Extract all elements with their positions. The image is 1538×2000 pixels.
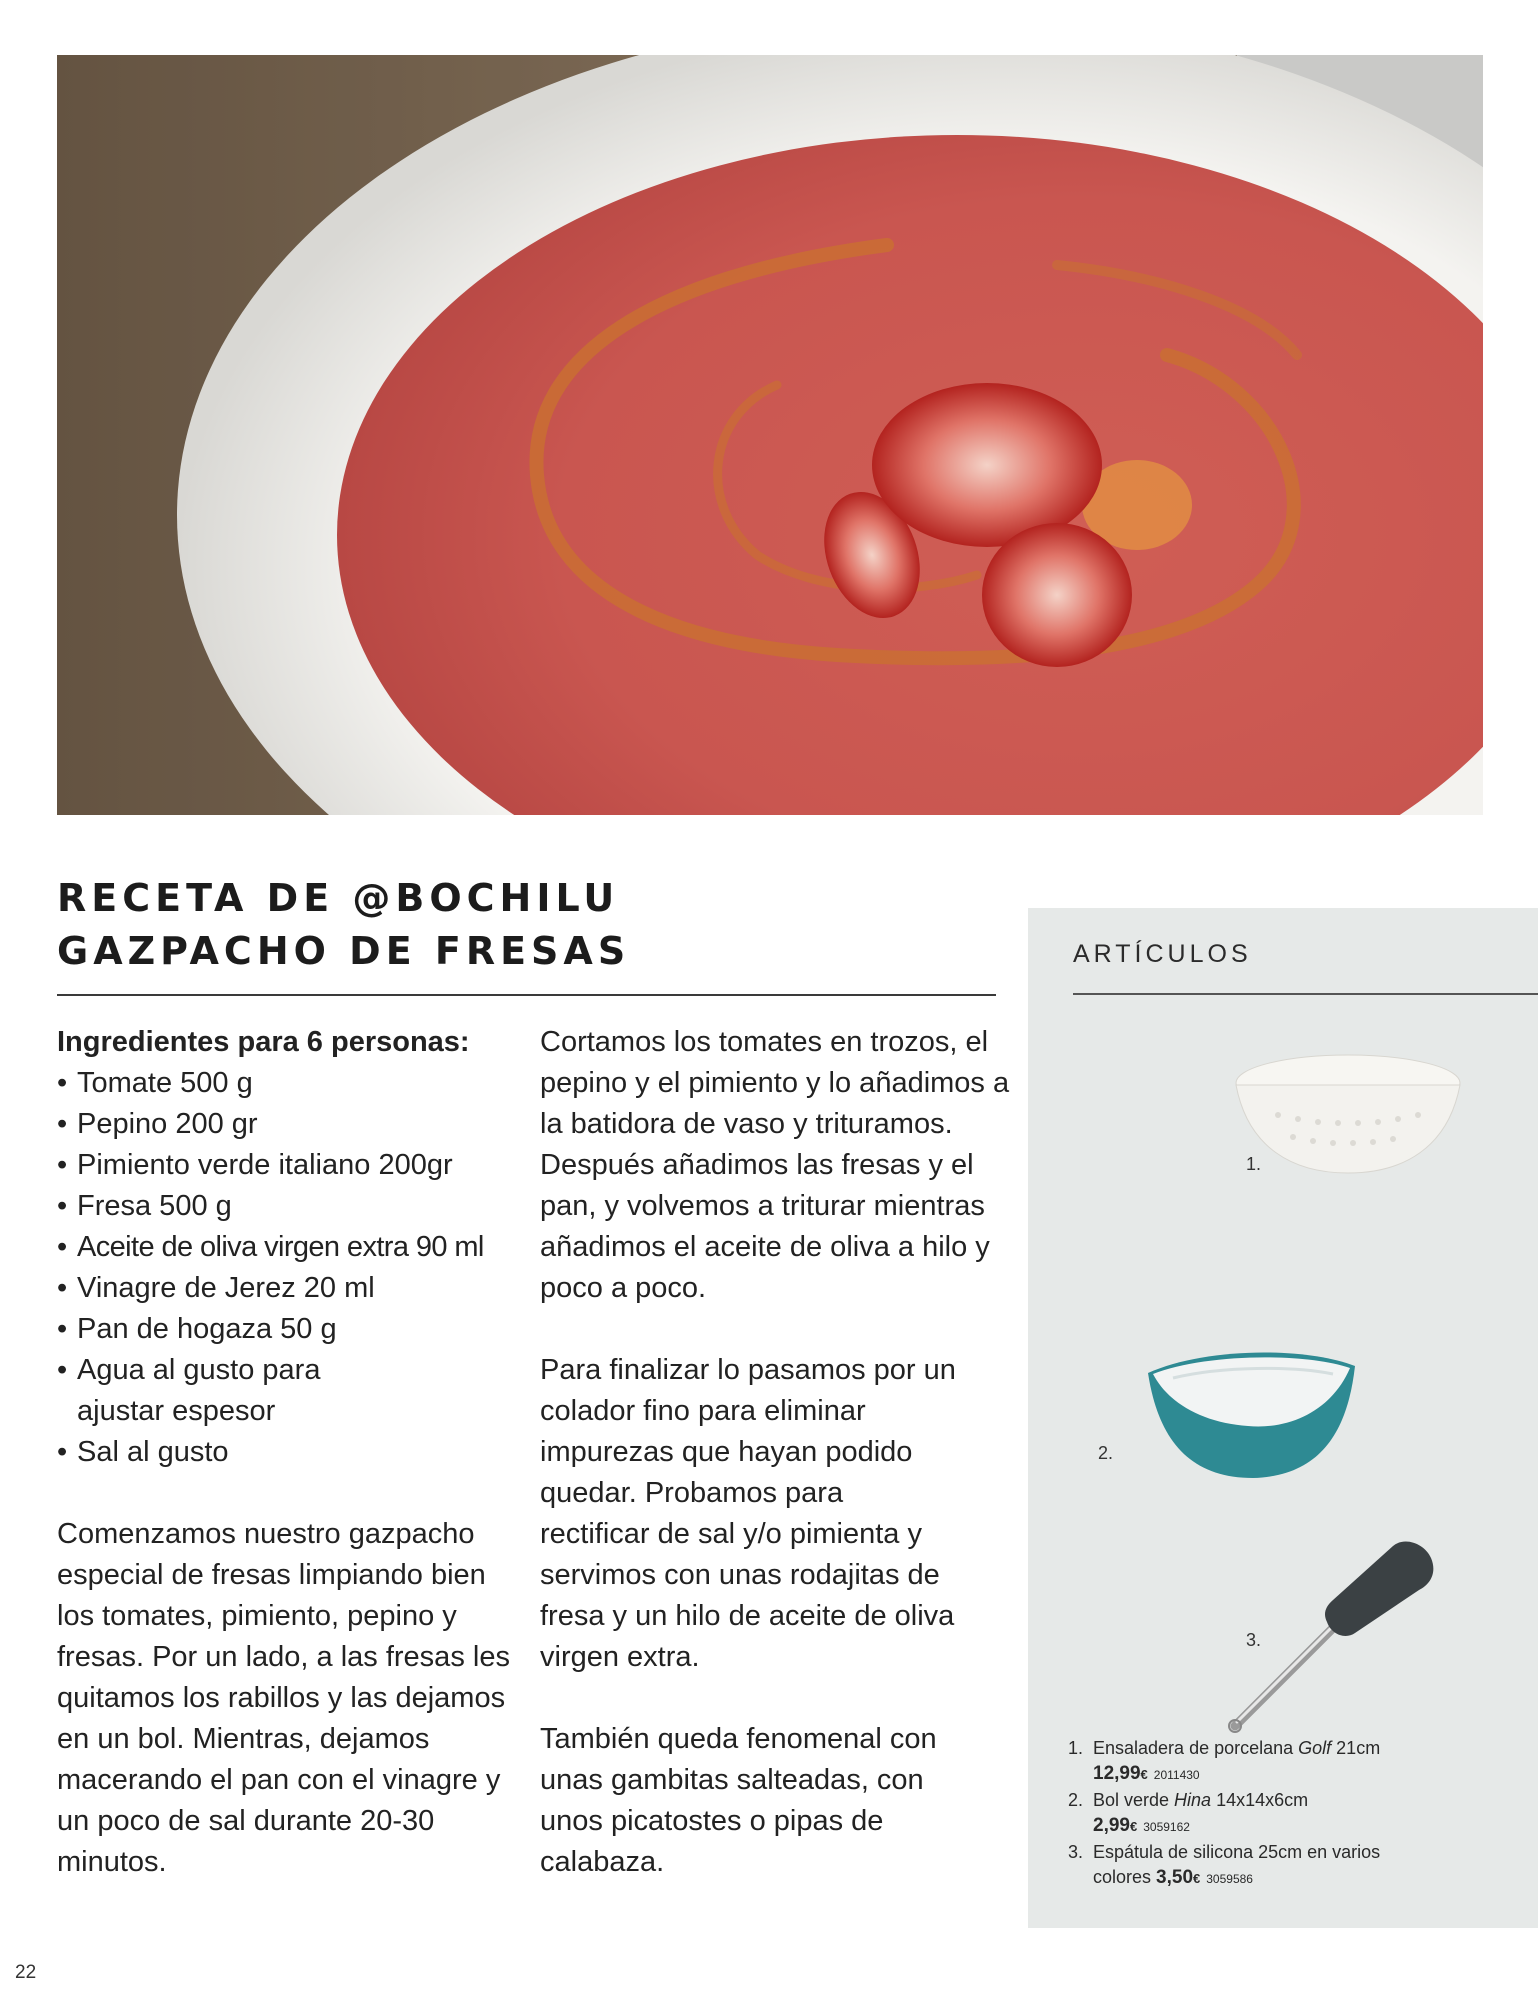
page-number: 22 xyxy=(15,1962,37,1983)
hero-photo xyxy=(57,55,1483,815)
list-item: • Agua al gusto para ajustar espesor xyxy=(57,1350,347,1432)
articles-divider xyxy=(1073,993,1538,995)
legend-item-2: 2. Bol verde Hina 14x14x6cm xyxy=(1068,1790,1309,1810)
step-paragraph-2: Cortamos los tomates en trozos, el pepino y el pimiento y lo añadimos a la batidora de vaso y trituramos. Después añadimos las fresas y el pan, y volvemos a triturar mientras añadimos el aceite de oliva a hilo y poco a poco. xyxy=(540,1026,1010,1304)
title-line-dish: GAZPACHO DE FRESAS xyxy=(57,929,631,973)
legend-price-2: 2,99€ 3059162 xyxy=(1093,1815,1190,1836)
steps-column xyxy=(540,1022,1010,1883)
product-image-hina-bowl xyxy=(1143,1338,1363,1488)
legend-price-3: colores 3,50€ 3059586 xyxy=(1093,1867,1253,1888)
list-item: • Sal al gusto xyxy=(57,1432,517,1473)
ingredients-heading: Ingredientes para 6 personas: xyxy=(57,1026,470,1058)
legend-item-1: 1. Ensaladera de porcelana Golf 21cm xyxy=(1068,1738,1381,1758)
recipe-title xyxy=(57,872,997,978)
articles-panel xyxy=(1028,908,1538,1928)
list-item: • Pan de hogaza 50 g xyxy=(57,1309,517,1350)
ingredients-list xyxy=(57,1063,517,1473)
list-item: • Fresa 500 g xyxy=(57,1186,517,1227)
list-item: • Pepino 200 gr xyxy=(57,1104,517,1145)
title-divider xyxy=(57,994,996,996)
articles-legend xyxy=(1068,1736,1488,1892)
list-item: • Pimiento verde italiano 200gr xyxy=(57,1145,517,1186)
product-number-1: 1. xyxy=(1246,1154,1262,1174)
legend-item-3: 3. Espátula de silicona 25cm en varios xyxy=(1068,1842,1381,1862)
gazpacho-bowl-image xyxy=(57,55,1483,815)
list-item: • Aceite de oliva virgen extra 90 ml xyxy=(57,1227,517,1268)
product-number-2: 2. xyxy=(1098,1443,1114,1463)
list-item: • Tomate 500 g xyxy=(57,1063,517,1104)
list-item: • Vinagre de Jerez 20 ml xyxy=(57,1268,517,1309)
product-number-3: 3. xyxy=(1246,1630,1262,1650)
step-paragraph-4: También queda fenomenal con unas gambitas salteadas, con unos picatostes o pipas de calabaza. xyxy=(540,1723,937,1878)
product-image-golf-bowl xyxy=(1233,1053,1463,1183)
articles-heading: ARTÍCULOS xyxy=(1073,940,1252,968)
title-line-author: RECETA DE @BOCHILU xyxy=(57,876,620,920)
ingredients-column xyxy=(57,1022,517,1883)
step-paragraph-1: Comenzamos nuestro gazpacho especial de fresas limpiando bien los tomates, pimiento, pepino y fresas. Por un lado, a las fresas les quitamos los rabillos y las dejamos en un bol. Mientras, dejamos macerando el pan con el vinagre y un poco de sal durante 20-30 minutos. xyxy=(57,1518,510,1878)
legend-price-1: 12,99€ 2011430 xyxy=(1093,1763,1200,1784)
product-name: Hina xyxy=(1174,1790,1212,1810)
step-paragraph-3: Para finalizar lo pasamos por un colador fino para eliminar impurezas que hayan podido quedar. Probamos para rectificar de sal y/o pimienta y servimos con unas rodajitas de fresa y un hilo de aceite de oliva virgen extra. xyxy=(540,1354,956,1673)
product-name: Golf xyxy=(1298,1738,1332,1758)
